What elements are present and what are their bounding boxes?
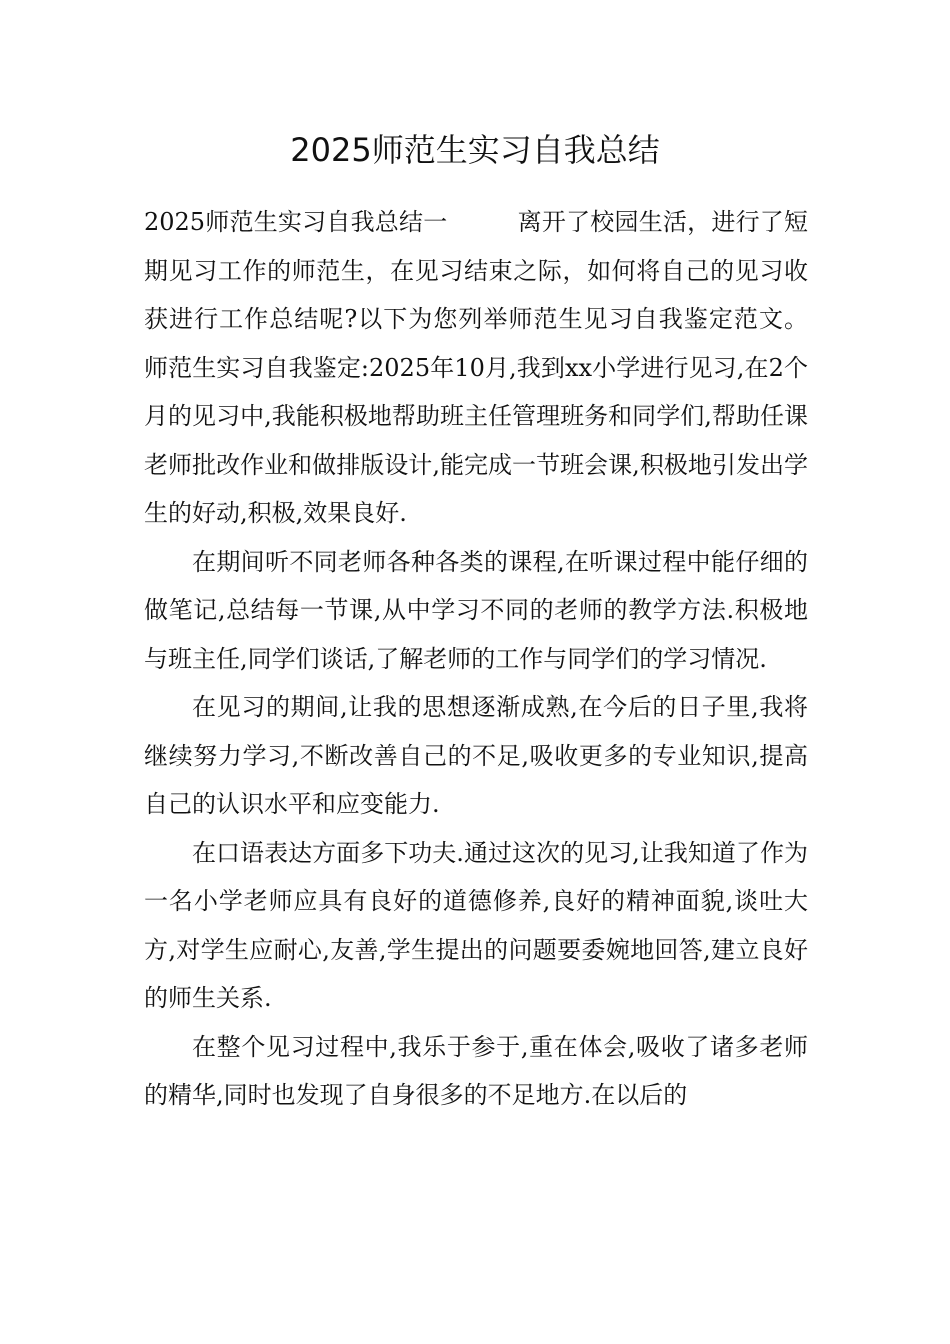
paragraph-4: 在口语表达方面多下功夫.通过这次的见习,让我知道了作为一名小学老师应具有良好的道德修养,良好的精神面貌,谈吐大方,对学生应耐心,友善,学生提出的问题要委婉地回答,建立良好的师生关系.	[144, 838, 808, 1012]
paragraph-5: 在整个见习过程中,我乐于参于,重在体会,吸收了诸多老师的精华,同时也发现了自身很多的不足地方.在以后的	[144, 1032, 808, 1109]
document-body	[144, 198, 808, 1120]
paragraph-2: 在期间听不同老师各种各类的课程,在听课过程中能仔细的做笔记,总结每一节课,从中学习不同的老师的教学方法.积极地与班主任,同学们谈话,了解老师的工作与同学们的学习情况.	[144, 547, 808, 673]
section-heading: 2025师范生实习自我总结一	[144, 208, 448, 236]
paragraph-3: 在见习的期间,让我的思想逐渐成熟,在今后的日子里,我将继续努力学习,不断改善自己的不足,吸收更多的专业知识,提高自己的认识水平和应变能力.	[144, 693, 808, 818]
document-title: 2025师范生实习自我总结	[290, 131, 660, 169]
paragraph-1	[144, 198, 808, 538]
paragraph-1-text: 离开了校园生活，进行了短期见习工作的师范生，在见习结束之际，如何将自己的见习收获进行工作总结呢?以下为您列举师范生见习自我鉴定范文。 师范生实习自我鉴定:2025年10月,我到xx小学进行见习,在2个月的见习中,我能积极地帮助班主任管理班务和同学们,帮助任课老师批改作业和做排版设计,能完成一节班会课,积极地引发出学生的好动,积极,效果良好.	[144, 208, 809, 527]
